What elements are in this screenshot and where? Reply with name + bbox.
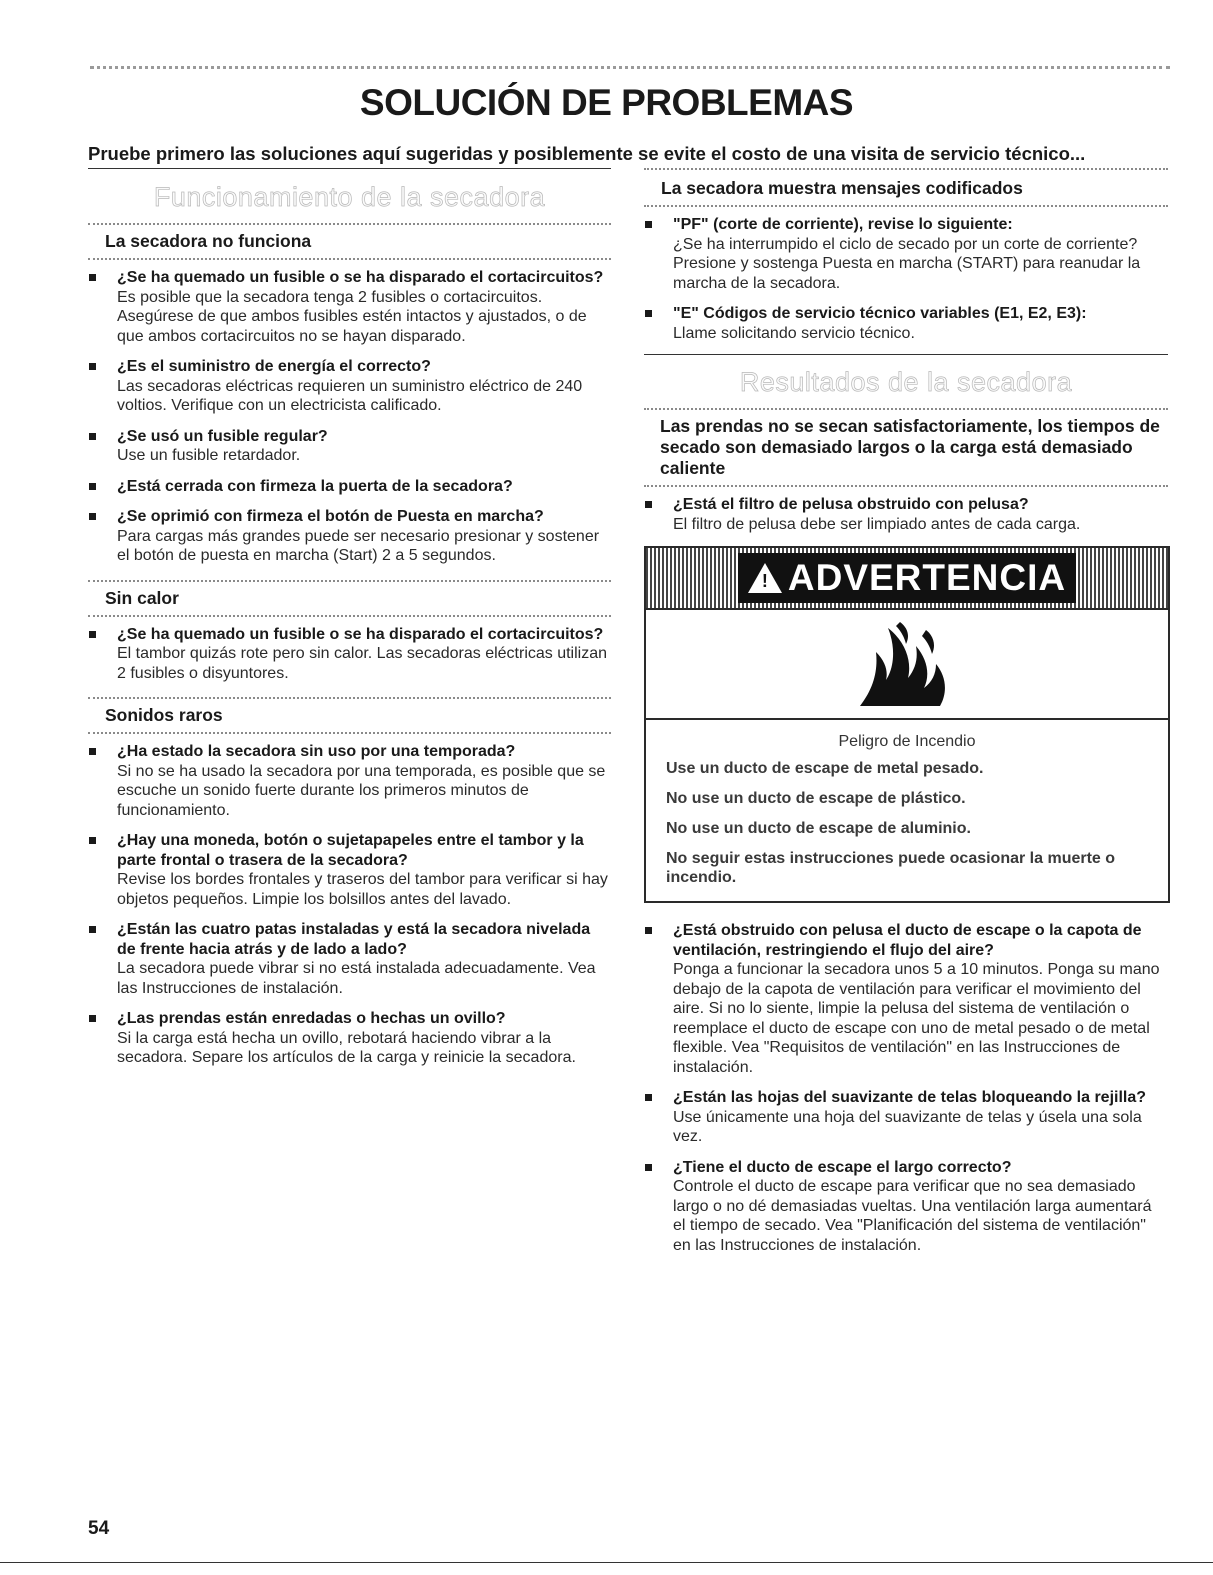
- warning-header: [646, 548, 1168, 610]
- answer: Para cargas más grandes puede ser necesario presionar y sostener el botón de puesta en marcha (Start) 2 a 5 segundos.: [117, 527, 600, 564]
- answer: Use únicamente una hoja del suavizante de telas y úsela una sola vez.: [673, 1108, 1142, 1145]
- answer: Revise los bordes frontales y traseros del tambor para verificar si hay objetos pequeños. Limpie los bolsillos antes del lavado.: [117, 871, 608, 908]
- list-item: [644, 215, 1168, 293]
- question: ¿Se ha quemado un fusible o se ha disparado el cortacircuitos?: [117, 625, 604, 643]
- item-list: [644, 495, 1168, 534]
- subtitle-rule-left: [88, 168, 611, 169]
- question: ¿Se ha quemado un fusible o se ha disparado el cortacircuitos?: [117, 269, 604, 286]
- warning-banner: [738, 553, 1076, 603]
- section-heading: Sin calor: [88, 580, 611, 617]
- question: ¿Se oprimió con firmeza el botón de Puesta en marcha?: [117, 508, 544, 525]
- fire-hazard-icon: [852, 618, 962, 710]
- page-number: 54: [88, 1518, 110, 1539]
- answer: ¿Se ha interrumpido el ciclo de secado por un corte de corriente? Presione y sostenga Puesta en marcha (START) para reanudar la marcha de la secadora.: [673, 235, 1141, 292]
- warning-line: Use un ducto de escape de metal pesado.: [666, 760, 984, 777]
- section-dryer-not-working: [88, 223, 611, 566]
- warning-triangle-icon: !: [748, 563, 782, 593]
- question: ¿Las prendas están enredadas o hechas un ovillo?: [117, 1010, 506, 1027]
- warning-symbol-panel: [646, 610, 1168, 720]
- question: ¿Hay una moneda, botón o sujetapapeles entre el tambor y la parte frontal o trasera de la secadora?: [117, 832, 584, 869]
- question: ¿Es el suministro de energía el correcto?: [117, 358, 431, 375]
- warning-line: No seguir estas instrucciones puede ocasionar la muerte o incendio.: [666, 850, 1116, 886]
- answer: El filtro de pelusa debe ser limpiado antes de cada carga.: [673, 515, 1081, 533]
- section-divider: [644, 354, 1168, 355]
- warning-box: [644, 546, 1170, 903]
- list-item: [88, 268, 611, 346]
- section-ghost-title: Funcionamiento de la secadora: [153, 182, 546, 212]
- answer: Si no se ha usado la secadora por una temporada, es posible que se escuche un sonido fuerte durante los primeros minutos de funcionamiento.: [117, 762, 606, 819]
- section-heading: Las prendas no se secan satisfactoriamente, los tiempos de secado son demasiado largos o la carga está demasiado caliente: [644, 408, 1168, 487]
- list-item: [88, 477, 611, 497]
- answer: Llame solicitando servicio técnico.: [673, 324, 915, 342]
- bottom-rule: [0, 1562, 1213, 1563]
- question: ¿Están las cuatro patas instaladas y está la secadora nivelada de frente hacia atrás y de lado a lado?: [117, 921, 591, 958]
- list-item: [88, 1009, 611, 1068]
- warning-line: No use un ducto de escape de plástico.: [666, 790, 966, 807]
- list-item: [88, 427, 611, 466]
- answer: Es posible que la secadora tenga 2 fusibles o cortacircuitos. Asegúrese de que ambos fusibles estén intactos y ajustados, o de que ambos cortacircuitos no se hayan disparado.: [117, 288, 587, 345]
- warning-signal-word: ADVERTENCIA: [787, 557, 1067, 598]
- answer: Controle el ducto de escape para verificar que no sea demasiado largo o no dé demasiadas vueltas. Una ventilación larga aumentará el tiempo de secado. Vea "Planificación del sistema de ventilación" en las Instrucciones de instalación.: [673, 1178, 1152, 1254]
- section-no-heat: [88, 580, 611, 684]
- right-column: [644, 170, 1168, 1266]
- page-subtitle: Pruebe primero las soluciones aquí sugeridas y posiblemente se evite el costo de una visita de servicio técnico...: [88, 143, 1086, 164]
- item-list: [644, 921, 1168, 1255]
- list-item: [88, 357, 611, 416]
- item-list: [88, 625, 611, 684]
- section-heading: Sonidos raros: [88, 697, 611, 734]
- list-item: [88, 920, 611, 998]
- warning-text: [646, 720, 1168, 901]
- list-item: [88, 831, 611, 909]
- answer: Las secadoras eléctricas requieren un suministro eléctrico de 240 voltios. Verifique con un electricista calificado.: [117, 377, 583, 414]
- question: ¿Está obstruido con pelusa el ducto de escape o la capota de ventilación, restringiendo el flujo del aire?: [673, 922, 1142, 959]
- section-ghost-title: Resultados de la secadora: [739, 367, 1073, 397]
- top-dotted-rule: [90, 66, 1170, 69]
- question: ¿Está el filtro de pelusa obstruido con pelusa?: [673, 496, 1029, 513]
- answer: Use un fusible retardador.: [117, 447, 301, 464]
- section-heading: La secadora no funciona: [88, 223, 611, 260]
- section-heading: La secadora muestra mensajes codificados: [644, 170, 1168, 207]
- question: ¿Está cerrada con firmeza la puerta de la secadora?: [117, 477, 513, 495]
- item-list: [88, 742, 611, 1068]
- item-list: [88, 268, 611, 566]
- list-item: [644, 304, 1168, 343]
- question: "E" Códigos de servicio técnico variables (E1, E2, E3):: [673, 305, 1087, 322]
- list-item: [644, 1158, 1168, 1256]
- list-item: [88, 507, 611, 566]
- list-item: [644, 495, 1168, 534]
- answer: Ponga a funcionar la secadora unos 5 a 10 minutos. Ponga su mano debajo de la capota de ventilación para verificar el movimiento del aire. Si no lo siente, limpie la pelusa del sistema de ventilación o reemplace el ducto de escape con uno de metal pesado o de metal flexible. Vea "Requisitos de ventilación" en las Instrucciones de instalación.: [673, 961, 1160, 1076]
- question: ¿Se usó un fusible regular?: [117, 427, 328, 445]
- left-column: [88, 170, 611, 1079]
- hazard-title: Peligro de Incendio: [838, 733, 976, 750]
- section-unusual-sounds: [88, 697, 611, 1068]
- list-item: [644, 921, 1168, 1077]
- question: "PF" (corte de corriente), revise lo siguiente:: [673, 216, 1013, 233]
- question: ¿Están las hojas del suavizante de telas bloqueando la rejilla?: [673, 1089, 1147, 1106]
- item-list: [644, 215, 1168, 343]
- warning-line: No use un ducto de escape de aluminio.: [666, 820, 971, 837]
- list-item: [644, 1088, 1168, 1147]
- answer: Si la carga está hecha un ovillo, rebotará haciendo vibrar a la secadora. Separe los artículos de la carga y reinicie la secadora.: [117, 1029, 576, 1066]
- section-drying-results: [644, 408, 1168, 1255]
- question: ¿Ha estado la secadora sin uso por una temporada?: [117, 743, 516, 760]
- page-title: SOLUCIÓN DE PROBLEMAS: [359, 82, 854, 123]
- list-item: [88, 625, 611, 684]
- section-coded-messages: [644, 170, 1168, 343]
- answer: La secadora puede vibrar si no está instalada adecuadamente. Vea las Instrucciones de instalación.: [117, 960, 596, 997]
- list-item: [88, 742, 611, 820]
- question: ¿Tiene el ducto de escape el largo correcto?: [673, 1158, 1012, 1176]
- answer: El tambor quizás rote pero sin calor. Las secadoras eléctricas utilizan 2 fusibles o disyuntores.: [117, 645, 608, 682]
